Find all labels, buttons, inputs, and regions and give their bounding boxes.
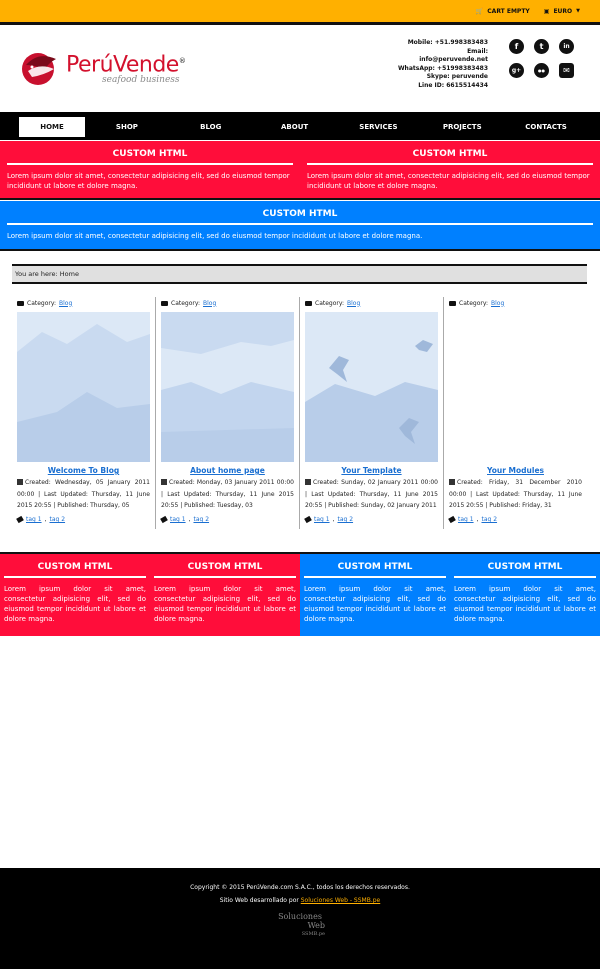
contact-email-label: Email:: [467, 47, 488, 55]
post-category: [305, 297, 438, 309]
post-title-link[interactable]: About home page: [190, 466, 265, 475]
category-label: Category:: [459, 299, 488, 307]
contact-skype: Skype: peruvende: [426, 73, 488, 80]
breadcrumb: You are here: Home: [12, 264, 587, 284]
tag-link[interactable]: tag 1: [458, 516, 474, 523]
contact-mobile: Mobile: +51.998383483: [407, 39, 488, 46]
contact-email[interactable]: info@peruvende.net: [419, 56, 488, 63]
post-title-link[interactable]: Your Modules: [487, 466, 544, 475]
post-image[interactable]: [161, 312, 294, 462]
tag-link[interactable]: tag 2: [481, 516, 498, 523]
tag-link[interactable]: tag 1: [26, 516, 42, 523]
module-text: Lorem ipsum dolor sit amet, consectetur adipisicing elit, sed do eiusmod tempor incididunt ut labore et dolore magna.: [7, 232, 423, 240]
cart-icon: 🛒: [475, 7, 484, 15]
folder-icon: [449, 301, 456, 306]
nav-services[interactable]: SERVICES: [359, 123, 398, 131]
custom-html-module: [0, 554, 150, 636]
custom-html-module: [450, 554, 600, 636]
post-tags: tag 1 , tag 2: [17, 516, 150, 523]
category-link[interactable]: Blog: [347, 299, 361, 307]
nav-shop[interactable]: SHOP: [115, 123, 138, 131]
top-bar: [0, 0, 600, 25]
tag-icon: [448, 516, 456, 523]
custom-html-row-2: [0, 201, 600, 251]
post-category: [17, 297, 150, 309]
module-title: CUSTOM HTML: [304, 554, 446, 578]
custom-html-module: [150, 554, 300, 636]
social-links: [509, 39, 577, 78]
custom-html-row-1: [0, 141, 600, 200]
contact-whatsapp: WhatsApp: +51998383483: [397, 64, 488, 72]
post-meta: Created: Sunday, 02 January 2011 00:00 | Last Updated: Thursday, 11 June 2015 20:55 | Published: Sunday, 02 January 2011: [305, 479, 438, 509]
logo-subtitle: seafood business: [102, 75, 180, 86]
tag-link[interactable]: tag 2: [49, 516, 66, 523]
custom-html-module: [300, 141, 600, 198]
developer-logo[interactable]: [275, 912, 325, 942]
post-category: [449, 297, 582, 309]
calendar-icon: [449, 479, 455, 485]
folder-icon: [17, 301, 24, 306]
post-image[interactable]: [17, 312, 150, 462]
module-text: Lorem ipsum dolor sit amet, consectetur adipisicing elit, sed do eiusmod tempor incididunt ut labore et dolore magna.: [7, 172, 290, 190]
facebook-icon[interactable]: f: [509, 39, 524, 54]
blog-post: [300, 297, 444, 529]
tag-link[interactable]: tag 2: [337, 516, 354, 523]
currency-label: EURO: [553, 7, 573, 15]
module-title: CUSTOM HTML: [7, 141, 293, 165]
post-title-link[interactable]: Your Template: [341, 466, 402, 475]
post-meta: Created: Wednesday, 05 January 2011 00:00 | Last Updated: Thursday, 11 June 2015 20:55 | Published: Thursday, 05: [17, 479, 150, 509]
post-category: [161, 297, 294, 309]
footer-dev-prefix: Sitio Web desarrollado por: [219, 897, 301, 904]
nav-contacts[interactable]: CONTACTS: [525, 123, 567, 131]
tumblr-icon[interactable]: t: [534, 39, 549, 54]
category-link[interactable]: Blog: [59, 299, 73, 307]
tag-icon: [16, 516, 24, 523]
contact-line: Line ID: 6615514434: [418, 81, 488, 89]
cart-label: CART EMPTY: [487, 7, 530, 15]
footer-dev-link[interactable]: Soluciones Web - SSMB.pe: [300, 897, 381, 904]
nav-blog[interactable]: BLOG: [200, 123, 222, 131]
folder-icon: [161, 301, 168, 306]
tag-link[interactable]: tag 1: [314, 516, 330, 523]
module-title: CUSTOM HTML: [7, 201, 593, 225]
category-label: Category:: [27, 299, 56, 307]
footer-copyright: Copyright © 2015 PerúVende.com S.A.C., todos los derechos reservados.: [190, 884, 410, 891]
category-label: Category:: [171, 299, 200, 307]
nav-home[interactable]: HOME: [19, 117, 85, 137]
calendar-icon: [161, 479, 167, 485]
post-tags: tag 1 , tag 2: [449, 516, 582, 523]
post-image[interactable]: [305, 312, 438, 462]
logo-fish-icon: [18, 45, 62, 89]
module-title: CUSTOM HTML: [154, 554, 296, 578]
post-title-link[interactable]: Welcome To Blog: [47, 466, 120, 475]
category-label: Category:: [315, 299, 344, 307]
mail-icon[interactable]: ✉: [559, 63, 574, 78]
chevron-down-icon: ▼: [576, 8, 580, 14]
money-icon: ▣: [543, 7, 550, 15]
developer-logo-line3: SSMB.pe: [301, 931, 325, 937]
site-header: [0, 25, 600, 109]
module-text: Lorem ipsum dolor sit amet, consectetur adipisicing elit, sed do eiusmod tempor incididunt ut labore et dolore magna.: [454, 585, 596, 623]
tag-icon: [160, 516, 168, 523]
site-logo[interactable]: [18, 45, 185, 89]
cart-link[interactable]: [476, 8, 530, 15]
custom-html-row-3: [0, 552, 600, 636]
linkedin-icon[interactable]: in: [559, 39, 574, 54]
google-plus-icon[interactable]: g+: [509, 63, 524, 78]
logo-title: PerúVende: [66, 52, 179, 78]
currency-selector[interactable]: [544, 8, 580, 15]
post-meta: Created: Friday, 31 December 2010 00:00 | Last Updated: Thursday, 11 June 2015 20:55 | Published: Friday, 31: [449, 479, 582, 509]
post-tags: tag 1 , tag 2: [161, 516, 294, 523]
tag-icon: [304, 516, 312, 523]
module-text: Lorem ipsum dolor sit amet, consectetur adipisicing elit, sed do eiusmod tempor incididunt ut labore et dolore magna.: [154, 585, 296, 623]
module-text: Lorem ipsum dolor sit amet, consectetur adipisicing elit, sed do eiusmod tempor incididunt ut labore et dolore magna.: [304, 585, 446, 623]
nav-about[interactable]: ABOUT: [280, 123, 309, 131]
blog-post: [12, 297, 156, 529]
module-text: Lorem ipsum dolor sit amet, consectetur adipisicing elit, sed do eiusmod tempor incididunt ut labore et dolore magna.: [307, 172, 590, 190]
category-link[interactable]: Blog: [491, 299, 505, 307]
post-meta: Created: Monday, 03 January 2011 00:00 | Last Updated: Thursday, 11 June 2015 20:55 | Published: Tuesday, 03: [161, 479, 294, 509]
developer-logo-line2: Web: [307, 921, 325, 930]
site-footer: [0, 868, 600, 969]
post-image-placeholder: [449, 312, 582, 462]
nav-projects[interactable]: PROJECTS: [442, 123, 482, 131]
module-title: CUSTOM HTML: [4, 554, 146, 578]
post-tags: tag 1 , tag 2: [305, 516, 438, 523]
developer-logo-line1: Soluciones: [278, 912, 322, 921]
tag-link[interactable]: tag 2: [193, 516, 210, 523]
category-link[interactable]: Blog: [203, 299, 217, 307]
main-nav: [0, 112, 600, 140]
calendar-icon: [17, 479, 23, 485]
blog-grid: [12, 297, 587, 529]
blog-post: [444, 297, 587, 529]
footer-credit: [0, 897, 600, 904]
module-title: CUSTOM HTML: [307, 141, 593, 165]
calendar-icon: [305, 479, 311, 485]
flickr-icon[interactable]: ●●: [534, 63, 549, 78]
logo-registered: ®: [178, 56, 186, 65]
module-title: CUSTOM HTML: [454, 554, 596, 578]
custom-html-module: [300, 554, 450, 636]
custom-html-module: [0, 141, 300, 198]
module-text: Lorem ipsum dolor sit amet, consectetur adipisicing elit, sed do eiusmod tempor incididunt ut labore et dolore magna.: [4, 585, 146, 623]
blog-post: [156, 297, 300, 529]
tag-link[interactable]: tag 1: [170, 516, 186, 523]
contact-info: [398, 39, 488, 90]
folder-icon: [305, 301, 312, 306]
